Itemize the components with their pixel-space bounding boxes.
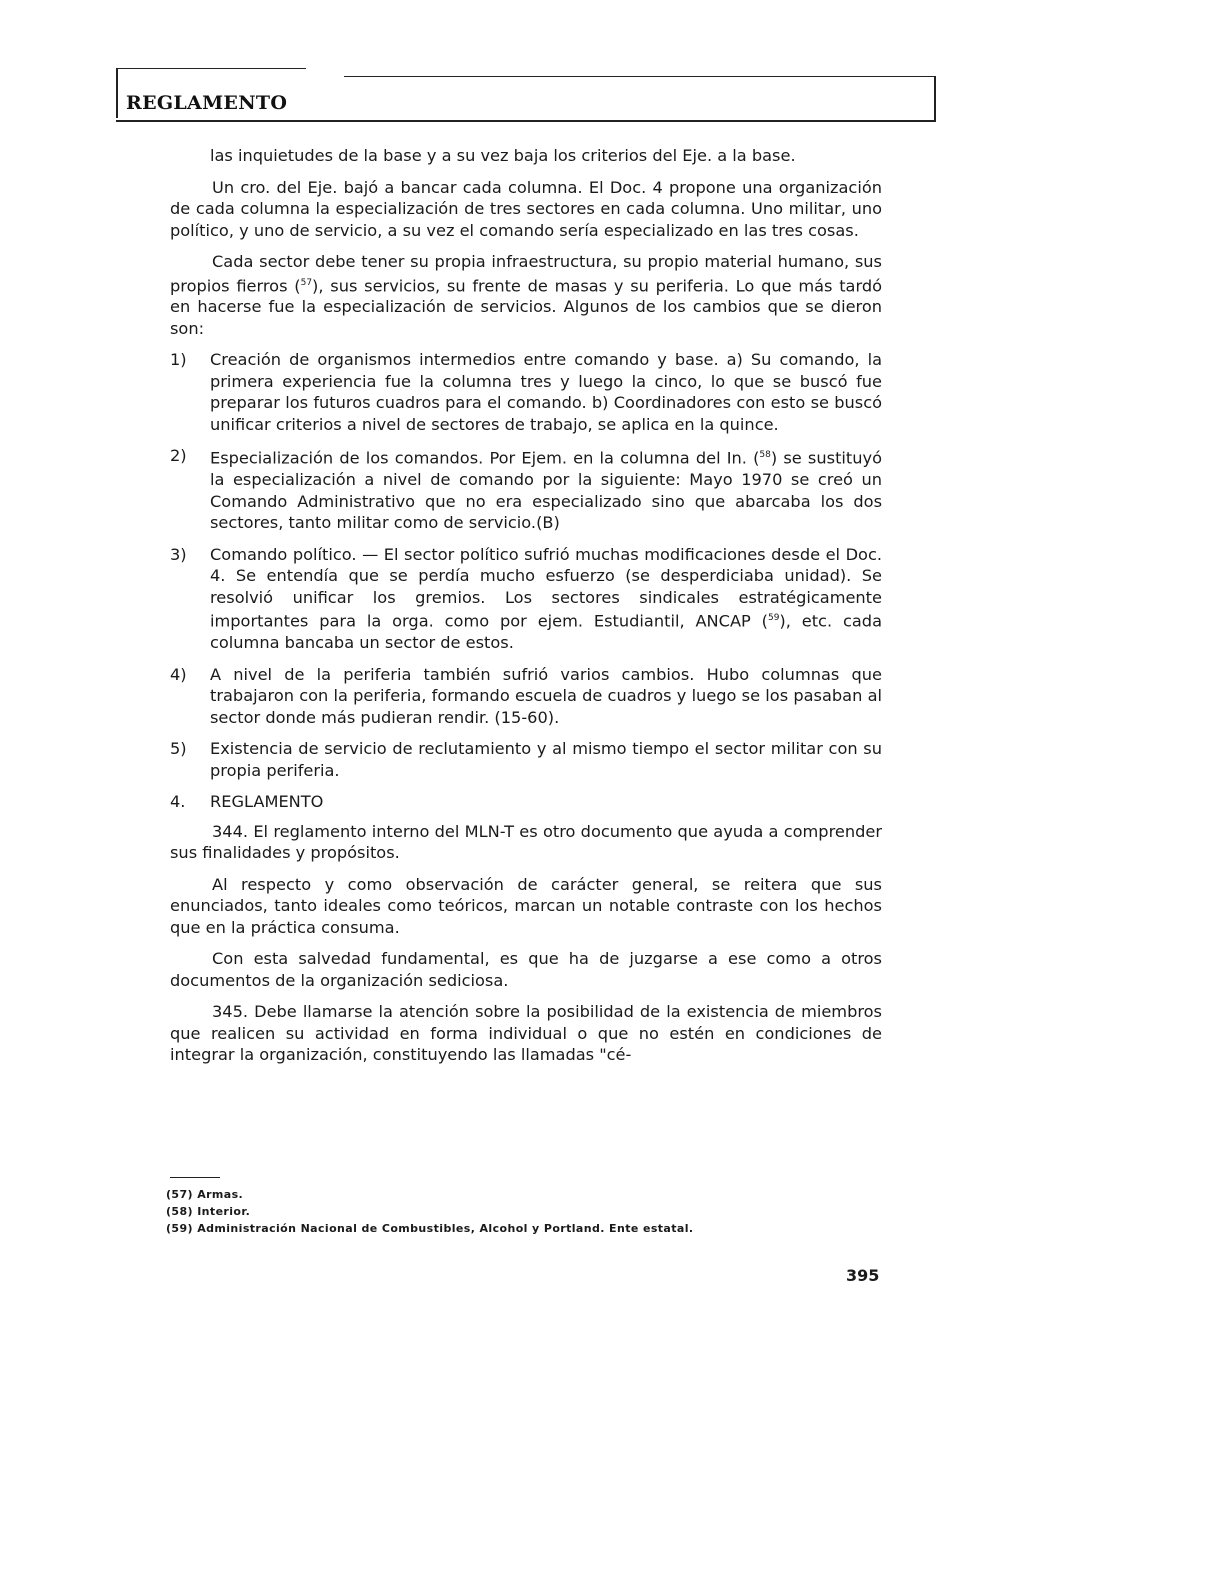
header-rule-bottom bbox=[116, 120, 936, 122]
footnote-59: (59) Administración Nacional de Combustibles, Alcohol y Portland. Ente estatal. bbox=[166, 1222, 694, 1235]
paragraph-un-cro: Un cro. del Eje. bajó a bancar cada columna. El Doc. 4 propone una organización de cada columna la especialización de tres sectores en cada columna. Uno militar, uno político, y uno de servicio, a su vez el comando sería especializado en las tres cosas. bbox=[170, 177, 882, 240]
footnote-divider bbox=[170, 1177, 220, 1178]
list-item-4 bbox=[170, 664, 882, 729]
section-number: 4. bbox=[170, 792, 186, 812]
footnotes bbox=[166, 1186, 886, 1237]
section-heading bbox=[170, 791, 882, 813]
list-item-text-part: Especialización de los comandos. Por Ejem. en la columna del In. ( bbox=[210, 448, 760, 468]
paragraph-344: 344. El reglamento interno del MLN-T es otro documento que ayuda a comprender sus finalidades y propósitos. bbox=[170, 821, 882, 863]
list-item-text bbox=[210, 445, 882, 533]
footnote-ref-57: 57 bbox=[300, 277, 313, 288]
list-item-text bbox=[210, 544, 882, 654]
list-item-number: 4) bbox=[170, 664, 187, 684]
footnote-ref-58: 58 bbox=[759, 450, 771, 461]
paragraph-al-respecto: Al respecto y como observación de carácter general, se reitera que sus enunciados, tanto ideales como teóricos, marcan un notable contraste con los hechos que en la práctica consuma. bbox=[170, 874, 882, 937]
list-item-text-part: ), etc. cada columna bancaba un sector de estos. bbox=[210, 611, 882, 653]
footnote-ref-59: 59 bbox=[767, 613, 780, 624]
paragraph-cada-sector bbox=[170, 251, 882, 339]
list-item-1 bbox=[170, 349, 882, 435]
list-item-2 bbox=[170, 445, 882, 533]
list-item-number: 5) bbox=[170, 739, 187, 759]
list-item-number: 3) bbox=[170, 544, 187, 564]
page-body bbox=[170, 145, 882, 1076]
header-rule-top-left bbox=[116, 68, 306, 69]
paragraph-text: ), sus servicios, su frente de masas y su periferia. Lo que más tardó en hacerse fue la especialización de servicios. Algunos de los cambios que se dieron son: bbox=[170, 275, 883, 338]
section-title: REGLAMENTO bbox=[210, 792, 324, 812]
header-rule-left bbox=[116, 68, 118, 118]
list-item-3 bbox=[170, 544, 882, 654]
list-item-text: Creación de organismos intermedios entre comando y base. a) Su comando, la primera experiencia fue la columna tres y luego la cinco, lo que se buscó fue preparar los futuros cuadros para el comando. b) Coordinadores con esto se buscó unificar criterios a nivel de sectores de trabajo, se aplica en la quince. bbox=[210, 350, 882, 434]
list-item-text-part: Comando político. — El sector político sufrió muchas modificaciones desde el Doc. 4. Se entendía que se perdía mucho esfuerzo (se desperdiciaba unidad). Se resolvió unificar los gremios. Los sectores sindicales estratégicamente importantes para la orga. como por ejem. Estudiantil, ANCAP ( bbox=[210, 544, 882, 631]
paragraph-345: 345. Debe llamarse la atención sobre la posibilidad de la existencia de miembros que realicen su actividad en forma individual o que no estén en condiciones de integrar la organización, constituyendo las llamadas "cé- bbox=[170, 1002, 882, 1065]
running-header bbox=[116, 68, 936, 122]
running-header-title: REGLAMENTO bbox=[126, 92, 288, 114]
paragraph-text: Cada sector debe tener su propia infraestructura, su propio material humano, sus propios fierros ( bbox=[170, 252, 882, 295]
header-rule-right bbox=[934, 76, 936, 122]
page-number: 395 bbox=[846, 1266, 880, 1285]
header-rule-top-right bbox=[344, 76, 936, 77]
list-item-number: 2) bbox=[170, 446, 187, 466]
paragraph-salvedad: Con esta salvedad fundamental, es que ha de juzgarse a ese como a otros documentos de la organización sediciosa. bbox=[170, 949, 882, 990]
paragraph-continuation: las inquietudes de la base y a su vez baja los criterios del Eje. a la base. bbox=[210, 146, 796, 165]
list-item-number: 1) bbox=[170, 350, 187, 370]
footnote-57: (57) Armas. bbox=[166, 1188, 244, 1201]
list-item-text: Existencia de servicio de reclutamiento y al mismo tiempo el sector militar con su propia periferia. bbox=[210, 739, 882, 780]
list-item-text: A nivel de la periferia también sufrió varios cambios. Hubo columnas que trabajaron con la periferia, formando escuela de cuadros y luego se los pasaban al sector donde más pudieran rendir. (15-60). bbox=[210, 664, 882, 727]
footnote-58: (58) Interior. bbox=[166, 1205, 251, 1218]
list-item-text-part: ) se sustituyó la especialización a nivel de comando por la siguiente: Mayo 1970 se creó un Comando Administrativo que no era especializado sino que abarcaba los dos sectores, tanto militar como de servicio.(B) bbox=[210, 448, 882, 533]
list-item-5 bbox=[170, 738, 882, 781]
